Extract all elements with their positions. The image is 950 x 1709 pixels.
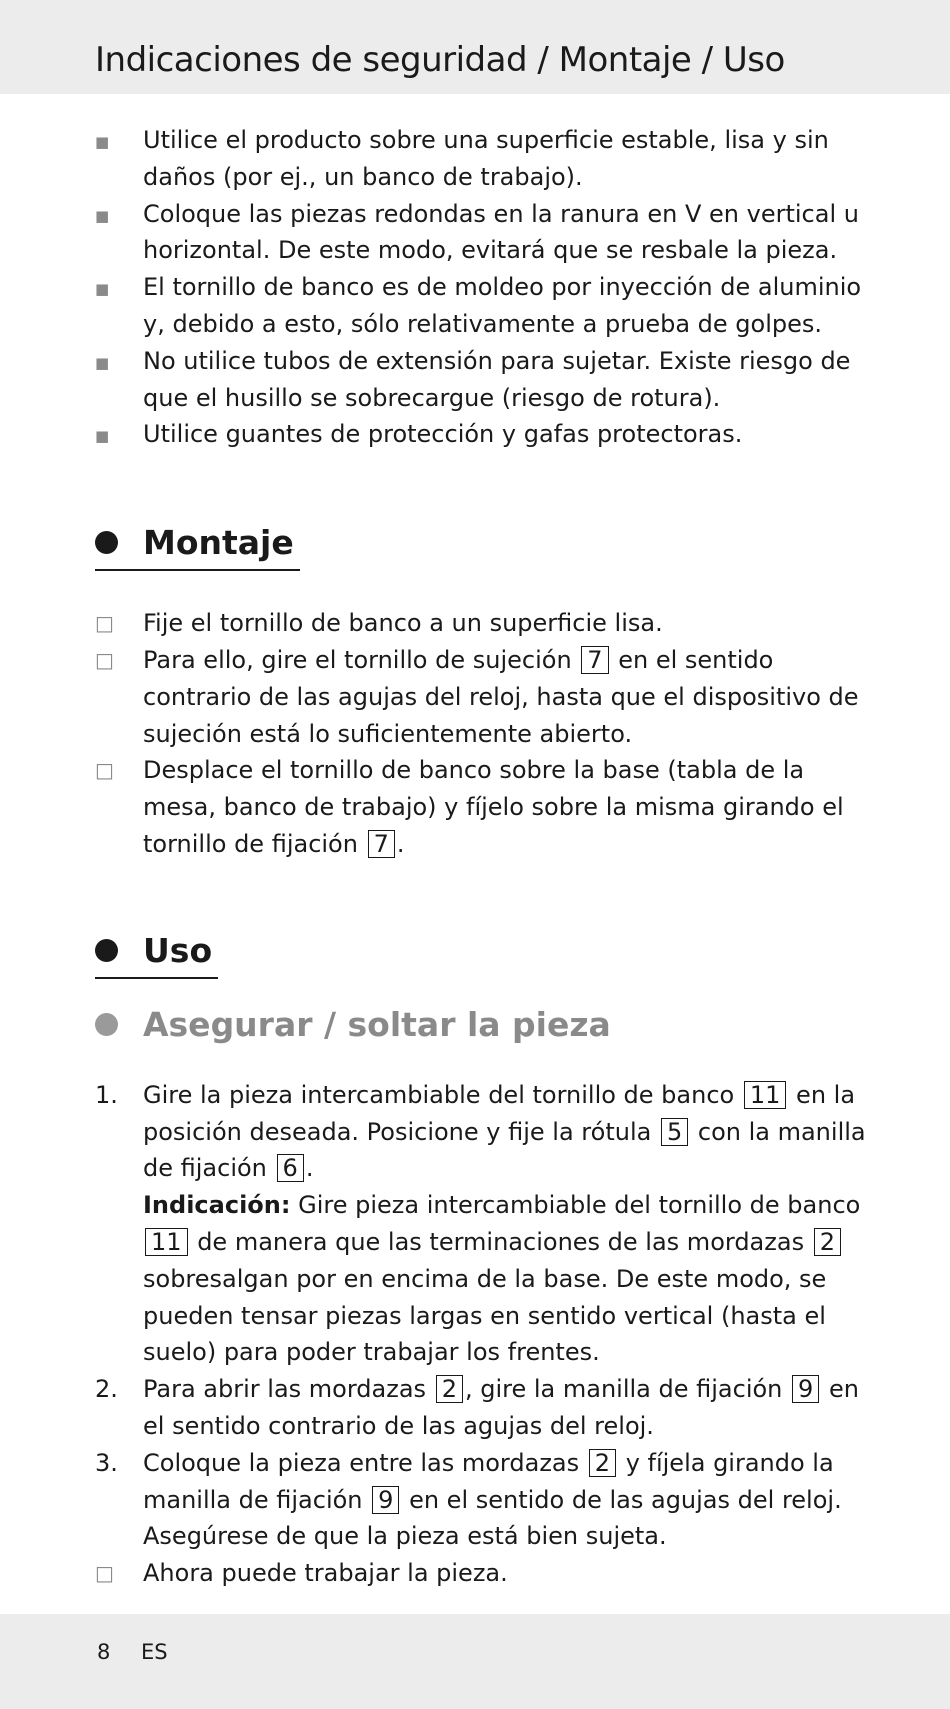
part-reference: 2 [814,1228,841,1256]
checkbox-outline-icon: □ [95,647,114,672]
part-reference: 11 [744,1081,787,1109]
list-item-text: en el sentido contrario de las agujas del reloj. [143,1375,859,1440]
list-item-text: Fije el tornillo de banco a un superficie lisa. [143,609,663,638]
list-item-text: Desplace el tornillo de banco sobre la base (tabla de la mesa, banco de trabajo) y fíjelo sobre la misma girando el tornillo de fijación [143,756,844,858]
square-bullet-icon: ■ [95,206,110,225]
list-item [95,605,875,642]
square-bullet-icon: ■ [95,280,110,299]
square-bullet-icon: ■ [95,133,110,151]
section-heading-text: Uso [143,930,213,970]
list-item-text: Gire la pieza intercambiable del tornillo de banco [143,1080,735,1109]
list-item-text: El tornillo de banco es de moldeo por inyección de aluminio y, debido a esto, sólo relativamente a prueba de golpes. [143,273,862,338]
section-heading-montaje [95,521,300,571]
subsection-heading-text: Asegurar / soltar la pieza [143,1004,611,1044]
list-item-text: Para abrir las mordazas [143,1375,427,1404]
list-item-text: en el sentido de las agujas del reloj. Asegúrese de que la pieza está bien sujeta. [143,1485,842,1551]
list-item [95,1077,875,1371]
list-item [95,1371,875,1445]
list-item-text: Ahora puede trabajar la pieza. [143,1559,508,1588]
page-number: 8 [97,1640,111,1664]
checkbox-outline-icon: □ [95,758,114,783]
part-reference: 2 [589,1449,616,1477]
part-reference: 6 [277,1154,304,1182]
step-number: 1. [95,1080,118,1109]
checkbox-outline-icon: □ [95,611,114,636]
grey-circle-icon [95,1013,118,1036]
list-item-text: . [396,829,405,858]
safety-list [95,122,875,453]
filled-circle-icon [95,939,118,962]
part-reference: 9 [372,1486,399,1514]
list-item-text: Coloque las piezas redondas en la ranura en V en vertical u horizontal. De este modo, evitará que se resbale la pieza. [143,199,859,265]
subsection-heading [95,1003,875,1047]
uso-section [95,929,875,1592]
list-item-text: en la posición deseada. Posicione y fije la rótula [143,1080,856,1146]
part-reference: 5 [661,1118,688,1146]
list-item [95,269,875,343]
part-reference: 11 [145,1228,188,1256]
list-item-text: Coloque la pieza entre las mordazas [143,1448,580,1477]
list-item [95,752,875,862]
montaje-section [95,521,875,863]
language-code: ES [141,1640,168,1664]
list-item [95,343,875,417]
filled-circle-icon [95,531,118,554]
part-reference: 2 [436,1375,463,1403]
list-item [95,1445,875,1555]
part-reference: 9 [792,1375,819,1403]
list-item-text: Utilice el producto sobre una superficie estable, lisa y sin daños (por ej., un banco de trabajo). [143,126,829,191]
steps-list [95,1077,875,1592]
part-reference: 7 [368,830,395,858]
note-text: de manera que las terminaciones de las mordazas [197,1227,805,1256]
checkbox-outline-icon: □ [95,1561,114,1586]
list-item-text: Utilice guantes de protección y gafas protectoras. [143,420,743,449]
page-title: Indicaciones de seguridad / Montaje / Uso [95,40,785,80]
note-label: Indicación: [143,1191,291,1220]
square-bullet-icon: ■ [95,353,110,372]
section-heading-uso [95,929,218,979]
note-text: Gire pieza intercambiable del tornillo de banco [298,1191,861,1220]
square-bullet-icon: ■ [95,427,110,446]
list-item-text: y fíjela girando la manilla de fijación [143,1448,834,1514]
list-item-text: No utilice tubos de extensión para sujetar. Existe riesgo de que el husillo se sobrecargue (riesgo de rotura). [143,346,851,412]
list-item [95,122,875,196]
list-item [95,196,875,270]
page-content [95,122,875,1592]
list-item-text: con la manilla de fijación [143,1117,866,1183]
list-item [95,1555,875,1592]
list-item [95,642,875,752]
list-item-text: en el sentido contrario de las agujas del reloj, hasta que el dispositivo de sujeción está lo suficientemente abierto. [143,645,859,748]
list-item-text: , gire la manilla de fijación [464,1375,783,1404]
part-reference: 7 [581,646,608,674]
list-item [95,416,875,453]
list-item-text: Para ello, gire el tornillo de sujeción [143,645,572,674]
step-number: 2. [95,1375,118,1404]
list-item-text: . [305,1154,314,1183]
section-heading-text: Montaje [143,523,294,563]
note-text: sobresalgan por en encima de la base. De este modo, se pueden tensar piezas largas en sentido vertical (hasta el suelo) para poder trabajar los frentes. [143,1264,827,1367]
step-number: 3. [95,1448,118,1477]
